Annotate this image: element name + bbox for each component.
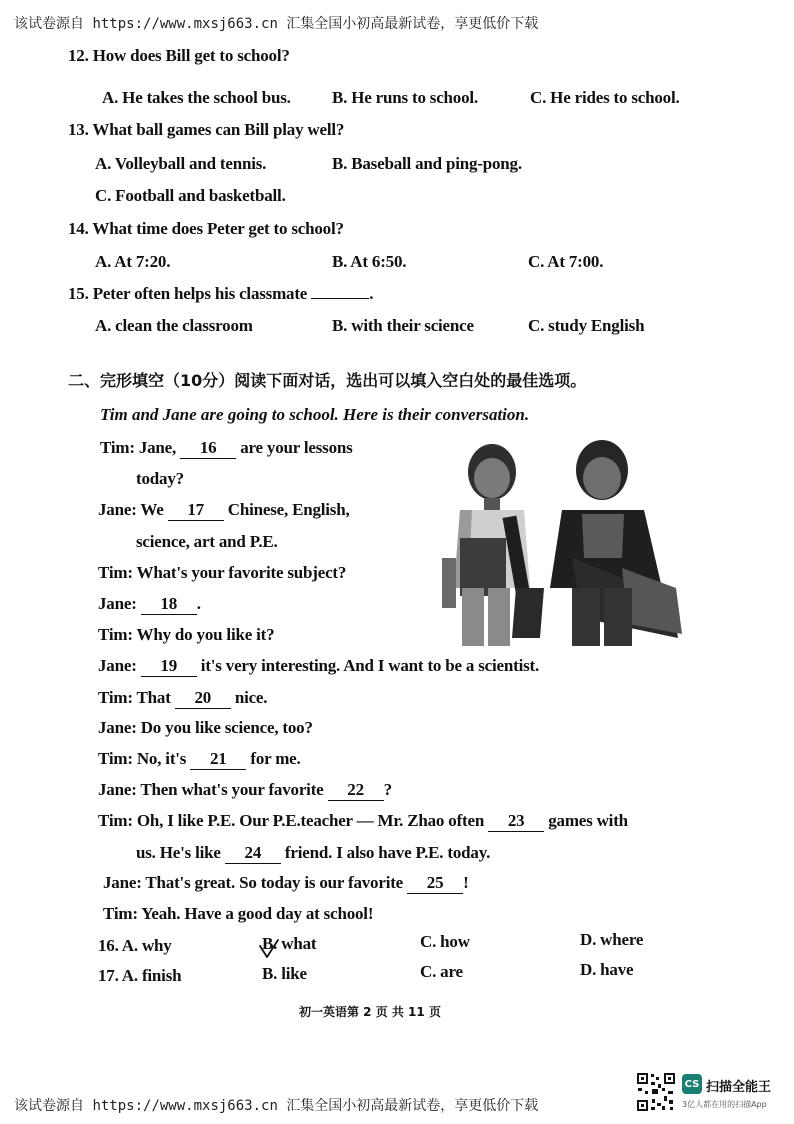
source-url[interactable]: https://www.mxsj663.cn — [92, 16, 278, 32]
answer-blank — [311, 284, 369, 299]
choice-17-a: 17. A. finish — [98, 966, 182, 985]
dialogue-line-6: Jane: 19 it's very interesting. And I want to be a scientist. — [98, 656, 540, 675]
qr-code-icon — [636, 1072, 676, 1112]
question-14-option-b: B. At 6:50. — [332, 252, 407, 271]
blank-25: 25 — [407, 873, 463, 894]
dialogue-line-10: Jane: Then what's your favorite 22 ? — [98, 780, 392, 799]
scanner-app-tagline: 3亿人都在用的扫描App — [682, 1100, 767, 1109]
dialogue-line-1: Tim: Jane, 16 are your lessons — [100, 438, 353, 457]
dialogue-line-13: Tim: Yeah. Have a good day at school! — [103, 904, 374, 923]
dialogue-line-11-cont: us. He's like 24 friend. I also have P.E. today. — [136, 843, 491, 862]
blank-19: 19 — [141, 656, 197, 677]
question-12-option-c: C. He rides to school. — [530, 88, 680, 107]
question-12-option-b: B. He runs to school. — [332, 88, 478, 107]
source-slogan: 汇集全国小初高最新试卷，享更低价下载 — [286, 1098, 539, 1114]
question-13-stem: 13. What ball games can Bill play well? — [68, 120, 345, 139]
dialogue-line-2: Jane: We 17 Chinese, English, — [98, 500, 350, 519]
dialogue-line-1-cont: today? — [136, 469, 184, 488]
question-13-option-a: A. Volleyball and tennis. — [95, 154, 267, 173]
blank-23: 23 — [488, 811, 544, 832]
choice-17-d: D. have — [580, 960, 634, 979]
dialogue-line-3: Tim: What's your favorite subject? — [98, 563, 347, 582]
bottom-source-line — [14, 1095, 538, 1115]
question-13-option-b: B. Baseball and ping-pong. — [332, 154, 522, 173]
choice-16-b: B. what — [262, 934, 317, 953]
blank-22: 22 — [328, 780, 384, 801]
source-slogan: 汇集全国小初高最新试卷，享更低价下载 — [286, 16, 539, 32]
dialogue-line-9: Tim: No, it's 21 for me. — [98, 749, 301, 768]
source-url[interactable]: https://www.mxsj663.cn — [92, 1098, 278, 1114]
page-number: 初一英语第 2 页 共 11 页 — [299, 1005, 441, 1019]
dialogue-line-11: Tim: Oh, I like P.E. Our P.E.teacher — Mr. Zhao often 23 games with — [98, 811, 628, 830]
choice-17-c: C. are — [420, 962, 463, 981]
question-13-option-c: C. Football and basketball. — [95, 186, 286, 205]
question-15-stem: 15. Peter often helps his classmate . — [68, 284, 374, 303]
dialogue-line-2-cont: science, art and P.E. — [136, 532, 278, 551]
section-2-intro: Tim and Jane are going to school. Here is their conversation. — [100, 405, 530, 424]
question-12-option-a: A. He takes the school bus. — [102, 88, 291, 107]
blank-16: 16 — [180, 438, 236, 459]
blank-17: 17 — [168, 500, 224, 521]
choice-16-c: C. how — [420, 932, 470, 951]
choice-16-a: 16. A. why — [98, 936, 172, 955]
checkmark-icon — [257, 938, 281, 960]
top-source-line — [14, 13, 538, 33]
dialogue-line-8: Jane: Do you like science, too? — [98, 718, 313, 737]
question-14-option-c: C. At 7:00. — [528, 252, 604, 271]
choice-16-d: D. where — [580, 930, 644, 949]
question-14-option-a: A. At 7:20. — [95, 252, 171, 271]
question-15-option-b: B. with their science — [332, 316, 474, 335]
question-15-option-c: C. study English — [528, 316, 645, 335]
scanner-app-name: 扫描全能王 — [706, 1080, 772, 1095]
dialogue-line-4: Jane: 18 . — [98, 594, 201, 613]
dialogue-line-7: Tim: That 20 nice. — [98, 688, 268, 707]
blank-24: 24 — [225, 843, 281, 864]
dialogue-line-5: Tim: Why do you like it? — [98, 625, 275, 644]
blank-20: 20 — [175, 688, 231, 709]
source-prefix: 该试卷源自 — [14, 16, 84, 32]
section-2-heading: 二、完形填空（10分）阅读下面对话，选出可以填入空白处的最佳选项。 — [68, 371, 587, 390]
blank-21: 21 — [190, 749, 246, 770]
dialogue-line-12: Jane: That's great. So today is our favorite 25 ! — [103, 873, 469, 892]
scanner-logo-icon: CS — [682, 1074, 702, 1094]
choice-17-b: B. like — [262, 964, 307, 983]
question-12-stem: 12. How does Bill get to school? — [68, 46, 290, 65]
question-14-stem: 14. What time does Peter get to school? — [68, 219, 344, 238]
students-illustration — [432, 438, 688, 650]
source-prefix: 该试卷源自 — [14, 1098, 84, 1114]
blank-18: 18 — [141, 594, 197, 615]
question-15-option-a: A. clean the classroom — [95, 316, 253, 335]
